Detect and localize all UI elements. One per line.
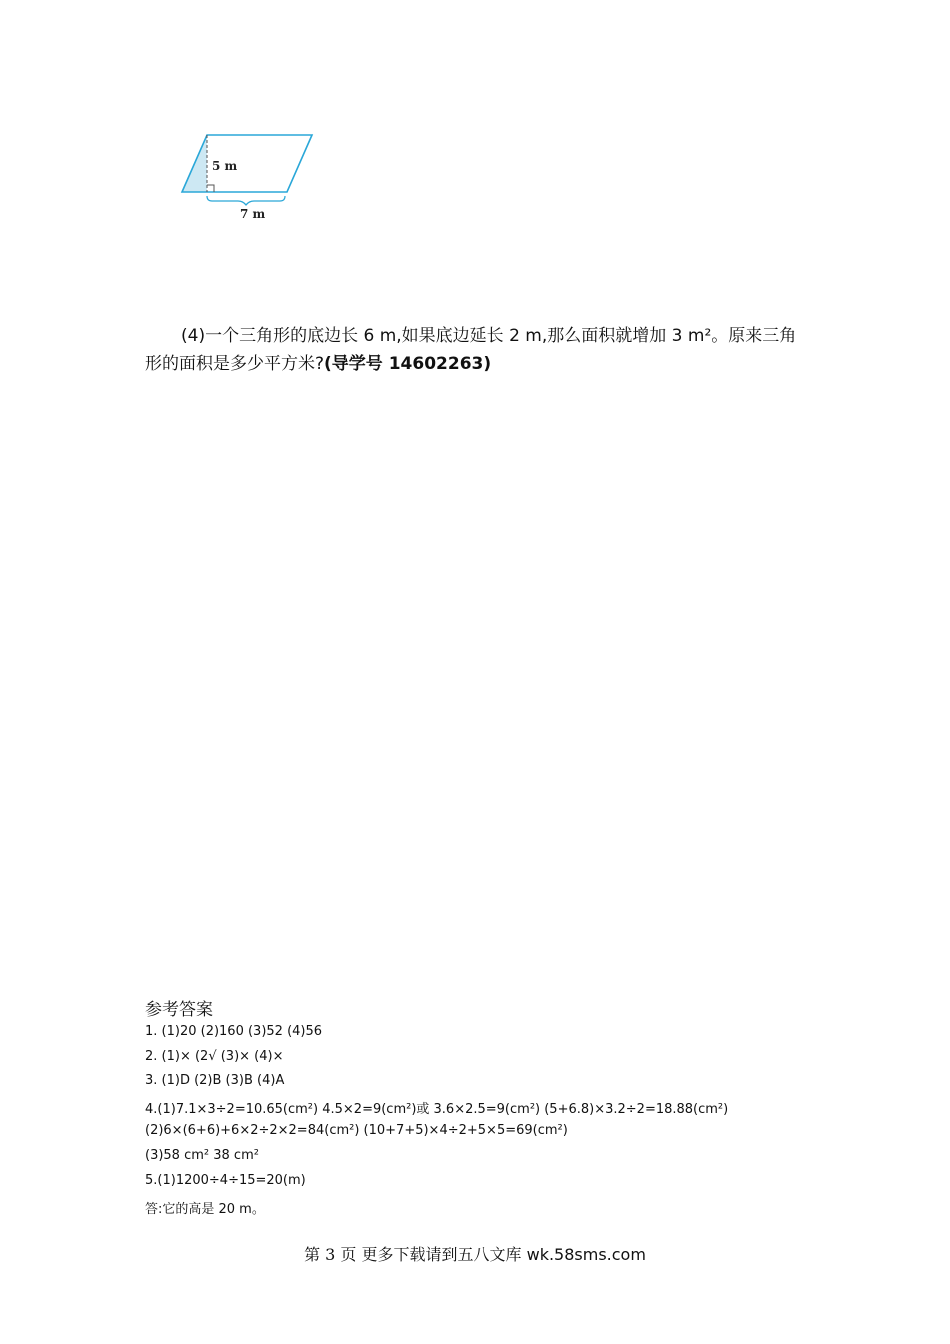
right-angle-mark	[207, 185, 214, 192]
question-4-text: (4)一个三角形的底边长 6 m,如果底边延长 2 m,那么面积就增加 3 m²。原来三角形的面积是多少平方米?	[145, 326, 797, 374]
question-4-ref: (导学号 14602263)	[324, 354, 492, 374]
footer-link[interactable]: wk.58sms.com	[526, 1245, 646, 1264]
page-footer	[0, 1242, 950, 1265]
answer-line: 答:它的高是 20 m。	[145, 1202, 265, 1217]
answer-line: (2)6×(6+6)+6×2÷2×2=84(cm²) (10+7+5)×4÷2+5×5=69(cm²)	[145, 1123, 568, 1138]
base-label: 7 m	[240, 207, 266, 221]
parallelogram-figure	[170, 126, 330, 226]
answer-line: 5.(1)1200÷4÷15=20(m)	[145, 1173, 306, 1188]
answer-line: 4.(1)7.1×3÷2=10.65(cm²) 4.5×2=9(cm²)或 3.6×2.5=9(cm²) (5+6.8)×3.2÷2=18.88(cm²)	[145, 1102, 729, 1117]
question-4	[145, 322, 810, 378]
answer-line: 1. (1)20 (2)160 (3)52 (4)56	[145, 1024, 323, 1039]
answer-line: (3)58 cm² 38 cm²	[145, 1148, 259, 1163]
footer-prefix: 第 3 页 更多下载请到五八文库	[304, 1245, 522, 1264]
base-brace	[207, 196, 285, 205]
height-label: 5 m	[212, 159, 238, 173]
answer-line: 2. (1)× (2√ (3)× (4)×	[145, 1049, 284, 1064]
answer-line: 3. (1)D (2)B (3)B (4)A	[145, 1073, 285, 1088]
answers-title: 参考答案	[145, 1000, 213, 1020]
